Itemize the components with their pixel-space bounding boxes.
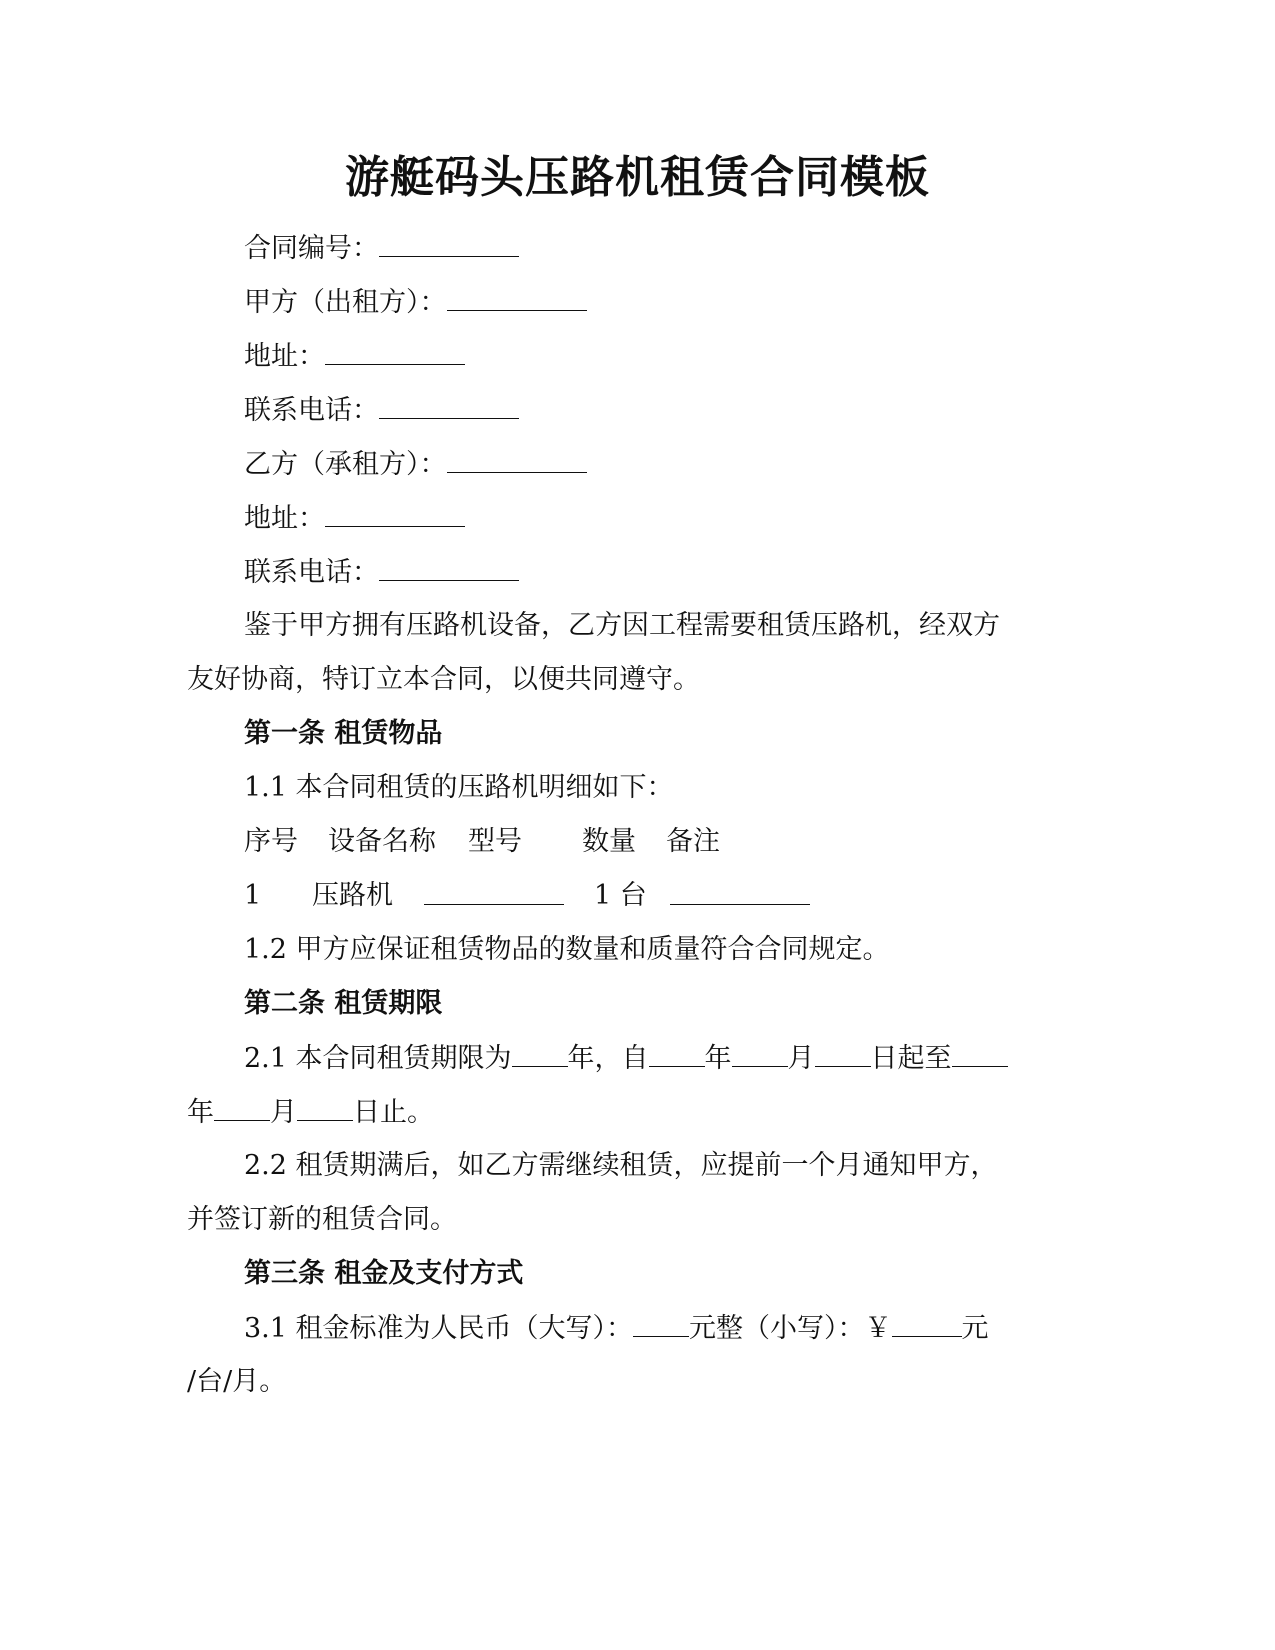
- table-row-remarks-blank: [670, 878, 810, 915]
- phone-b-blank: [379, 554, 519, 581]
- table-header-remarks: 备注: [666, 826, 720, 857]
- contract-number-field: [244, 230, 519, 267]
- address-b-blank: [325, 500, 465, 527]
- clause-2-1-line-1: 2.1 本合同租赁期限为 年，自 年 月 日起至: [244, 1040, 1008, 1077]
- party-a-blank: [447, 284, 587, 311]
- table-row-model-blank: [424, 878, 564, 915]
- clause-2-2-line-1: 2.2 租赁期满后，如乙方需继续租赁，应提前一个月通知甲方，: [244, 1150, 998, 1181]
- phone-b-field: [244, 554, 519, 591]
- table-header-name: 设备名称: [328, 826, 436, 857]
- article-3-heading: 第三条 租金及支付方式: [244, 1258, 524, 1289]
- table-row-no: 1: [244, 880, 262, 911]
- phone-b-label: 联系电话：: [244, 557, 379, 588]
- intro-line-1: 鉴于甲方拥有压路机设备，乙方因工程需要租赁压路机，经双方: [244, 610, 1000, 641]
- party-a-label: 甲方（出租方）：: [244, 287, 447, 318]
- document-title: 游艇码头压路机租赁合同模板: [345, 152, 930, 203]
- address-a-field: [244, 338, 465, 375]
- address-b-label: 地址：: [244, 503, 325, 534]
- clause-1-2: 1.2 甲方应保证租赁物品的数量和质量符合合同规定。: [244, 934, 890, 965]
- intro-line-2: 友好协商，特订立本合同，以便共同遵守。: [187, 664, 700, 695]
- table-row-name: 压路机: [312, 880, 393, 911]
- table-header-quantity: 数量: [582, 826, 636, 857]
- clause-2-2-line-2: 并签订新的租赁合同。: [187, 1204, 457, 1235]
- address-b-field: [244, 500, 465, 537]
- contract-number-label: 合同编号：: [244, 233, 379, 264]
- party-a-field: [244, 284, 587, 321]
- party-b-blank: [447, 446, 587, 473]
- address-a-label: 地址：: [244, 341, 325, 372]
- table-header-model: 型号: [468, 826, 522, 857]
- article-1-heading: 第一条 租赁物品: [244, 718, 443, 749]
- clause-1-1: 1.1 本合同租赁的压路机明细如下：: [244, 772, 674, 803]
- phone-a-field: [244, 392, 519, 429]
- table-row-quantity: 1 台: [594, 880, 647, 911]
- contract-number-blank: [379, 230, 519, 257]
- address-a-blank: [325, 338, 465, 365]
- phone-a-blank: [379, 392, 519, 419]
- table-header-no: 序号: [244, 826, 298, 857]
- party-b-label: 乙方（承租方）：: [244, 449, 447, 480]
- clause-3-1-line-2: /台/月。: [187, 1366, 287, 1397]
- phone-a-label: 联系电话：: [244, 395, 379, 426]
- clause-2-1-line-2: 年 月 日止。: [187, 1094, 434, 1131]
- article-2-heading: 第二条 租赁期限: [244, 988, 443, 1019]
- clause-3-1-line-1: 3.1 租金标准为人民币（大写）： 元整（小写）：￥ 元: [244, 1310, 989, 1347]
- party-b-field: [244, 446, 587, 483]
